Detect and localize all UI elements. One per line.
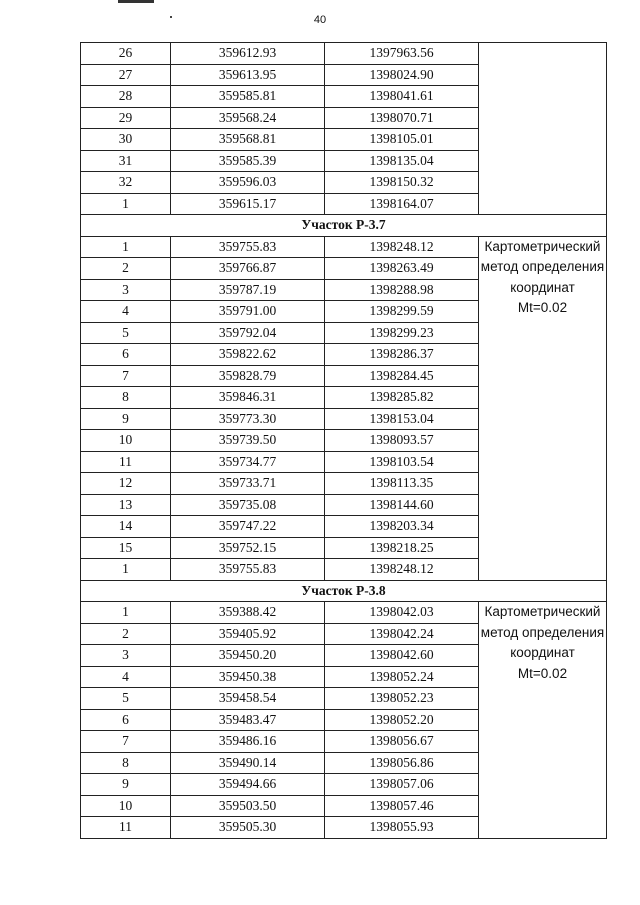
y-coordinate-cell: 1398056.67 (325, 731, 479, 753)
y-coordinate-cell: 1398113.35 (325, 473, 479, 495)
y-coordinate-cell: 1398105.01 (325, 129, 479, 151)
y-coordinate-cell: 1398286.37 (325, 344, 479, 366)
y-coordinate-cell: 1398103.54 (325, 451, 479, 473)
point-number-cell: 8 (81, 752, 171, 774)
x-coordinate-cell: 359755.83 (171, 236, 325, 258)
y-coordinate-cell: 1398248.12 (325, 236, 479, 258)
coordinates-table (80, 42, 607, 839)
point-number-cell: 11 (81, 817, 171, 839)
x-coordinate-cell: 359405.92 (171, 623, 325, 645)
section-title: Участок Р-3.7 (81, 215, 607, 237)
x-coordinate-cell: 359733.71 (171, 473, 325, 495)
coordinates-table-body (81, 43, 607, 839)
x-coordinate-cell: 359615.17 (171, 193, 325, 215)
point-number-cell: 5 (81, 688, 171, 710)
x-coordinate-cell: 359483.47 (171, 709, 325, 731)
x-coordinate-cell: 359568.81 (171, 129, 325, 151)
method-note-line: метод определения (480, 624, 605, 640)
point-number-cell: 6 (81, 709, 171, 731)
point-number-cell: 9 (81, 408, 171, 430)
point-number-cell: 10 (81, 430, 171, 452)
y-coordinate-cell: 1398052.24 (325, 666, 479, 688)
y-coordinate-cell: 1398299.59 (325, 301, 479, 323)
method-note-line: Mt=0.02 (517, 300, 568, 315)
y-coordinate-cell: 1398263.49 (325, 258, 479, 280)
x-coordinate-cell: 359585.39 (171, 150, 325, 172)
point-number-cell: 32 (81, 172, 171, 194)
y-coordinate-cell: 1398284.45 (325, 365, 479, 387)
y-coordinate-cell: 1398057.46 (325, 795, 479, 817)
point-number-cell: 4 (81, 301, 171, 323)
y-coordinate-cell: 1398135.04 (325, 150, 479, 172)
scan-artifact (118, 0, 154, 3)
point-number-cell: 12 (81, 473, 171, 495)
x-coordinate-cell: 359568.24 (171, 107, 325, 129)
y-coordinate-cell: 1398041.61 (325, 86, 479, 108)
x-coordinate-cell: 359828.79 (171, 365, 325, 387)
point-number-cell: 7 (81, 365, 171, 387)
point-number-cell: 14 (81, 516, 171, 538)
y-coordinate-cell: 1398042.24 (325, 623, 479, 645)
section-header-row (81, 215, 607, 237)
y-coordinate-cell: 1398070.71 (325, 107, 479, 129)
y-coordinate-cell: 1398153.04 (325, 408, 479, 430)
table-row (81, 236, 607, 258)
point-number-cell: 28 (81, 86, 171, 108)
point-number-cell: 1 (81, 602, 171, 624)
x-coordinate-cell: 359755.83 (171, 559, 325, 581)
y-coordinate-cell: 1398055.93 (325, 817, 479, 839)
point-number-cell: 6 (81, 344, 171, 366)
page-number: 40 (313, 14, 327, 26)
y-coordinate-cell: 1398056.86 (325, 752, 479, 774)
y-coordinate-cell: 1398218.25 (325, 537, 479, 559)
y-coordinate-cell: 1398052.20 (325, 709, 479, 731)
x-coordinate-cell: 359752.15 (171, 537, 325, 559)
table-row (81, 43, 607, 65)
method-note-line: Mt=0.02 (517, 665, 568, 681)
method-note-line: координат (510, 279, 575, 295)
x-coordinate-cell: 359787.19 (171, 279, 325, 301)
point-number-cell: 3 (81, 645, 171, 667)
y-coordinate-cell: 1398052.23 (325, 688, 479, 710)
point-number-cell: 30 (81, 129, 171, 151)
method-note-cell (479, 236, 607, 580)
point-number-cell: 5 (81, 322, 171, 344)
method-note-cell (479, 602, 607, 839)
x-coordinate-cell: 359747.22 (171, 516, 325, 538)
x-coordinate-cell: 359494.66 (171, 774, 325, 796)
section-header-row (81, 580, 607, 602)
y-coordinate-cell: 1397963.56 (325, 43, 479, 65)
x-coordinate-cell: 359596.03 (171, 172, 325, 194)
point-number-cell: 3 (81, 279, 171, 301)
point-number-cell: 29 (81, 107, 171, 129)
x-coordinate-cell: 359505.30 (171, 817, 325, 839)
point-number-cell: 8 (81, 387, 171, 409)
table-row (81, 602, 607, 624)
point-number-cell: 2 (81, 258, 171, 280)
x-coordinate-cell: 359486.16 (171, 731, 325, 753)
x-coordinate-cell: 359585.81 (171, 86, 325, 108)
point-number-cell: 11 (81, 451, 171, 473)
point-number-cell: 15 (81, 537, 171, 559)
x-coordinate-cell: 359792.04 (171, 322, 325, 344)
point-number-cell: 1 (81, 236, 171, 258)
y-coordinate-cell: 1398164.07 (325, 193, 479, 215)
y-coordinate-cell: 1398203.34 (325, 516, 479, 538)
y-coordinate-cell: 1398150.32 (325, 172, 479, 194)
x-coordinate-cell: 359739.50 (171, 430, 325, 452)
point-number-cell: 7 (81, 731, 171, 753)
y-coordinate-cell: 1398042.03 (325, 602, 479, 624)
section-title: Участок Р-3.8 (81, 580, 607, 602)
point-number-cell: 27 (81, 64, 171, 86)
y-coordinate-cell: 1398285.82 (325, 387, 479, 409)
x-coordinate-cell: 359846.31 (171, 387, 325, 409)
point-number-cell: 4 (81, 666, 171, 688)
y-coordinate-cell: 1398299.23 (325, 322, 479, 344)
y-coordinate-cell: 1398288.98 (325, 279, 479, 301)
x-coordinate-cell: 359450.38 (171, 666, 325, 688)
y-coordinate-cell: 1398144.60 (325, 494, 479, 516)
point-number-cell: 1 (81, 193, 171, 215)
y-coordinate-cell: 1398248.12 (325, 559, 479, 581)
point-number-cell: 10 (81, 795, 171, 817)
method-note-line: метод определения (480, 259, 605, 274)
point-number-cell: 13 (81, 494, 171, 516)
x-coordinate-cell: 359734.77 (171, 451, 325, 473)
x-coordinate-cell: 359388.42 (171, 602, 325, 624)
x-coordinate-cell: 359503.50 (171, 795, 325, 817)
method-note-line: Картометрический (484, 238, 601, 254)
x-coordinate-cell: 359450.20 (171, 645, 325, 667)
x-coordinate-cell: 359822.62 (171, 344, 325, 366)
point-number-cell: 26 (81, 43, 171, 65)
y-coordinate-cell: 1398024.90 (325, 64, 479, 86)
x-coordinate-cell: 359791.00 (171, 301, 325, 323)
x-coordinate-cell: 359458.54 (171, 688, 325, 710)
point-number-cell: 1 (81, 559, 171, 581)
point-number-cell: 9 (81, 774, 171, 796)
y-coordinate-cell: 1398042.60 (325, 645, 479, 667)
x-coordinate-cell: 359773.30 (171, 408, 325, 430)
x-coordinate-cell: 359490.14 (171, 752, 325, 774)
method-note-line: Картометрический (484, 604, 601, 619)
y-coordinate-cell: 1398057.06 (325, 774, 479, 796)
x-coordinate-cell: 359735.08 (171, 494, 325, 516)
x-coordinate-cell: 359766.87 (171, 258, 325, 280)
point-number-cell: 31 (81, 150, 171, 172)
method-note-line: координат (510, 645, 575, 660)
point-number-cell: 2 (81, 623, 171, 645)
y-coordinate-cell: 1398093.57 (325, 430, 479, 452)
method-note-cell (479, 43, 607, 215)
x-coordinate-cell: 359613.95 (171, 64, 325, 86)
x-coordinate-cell: 359612.93 (171, 43, 325, 65)
